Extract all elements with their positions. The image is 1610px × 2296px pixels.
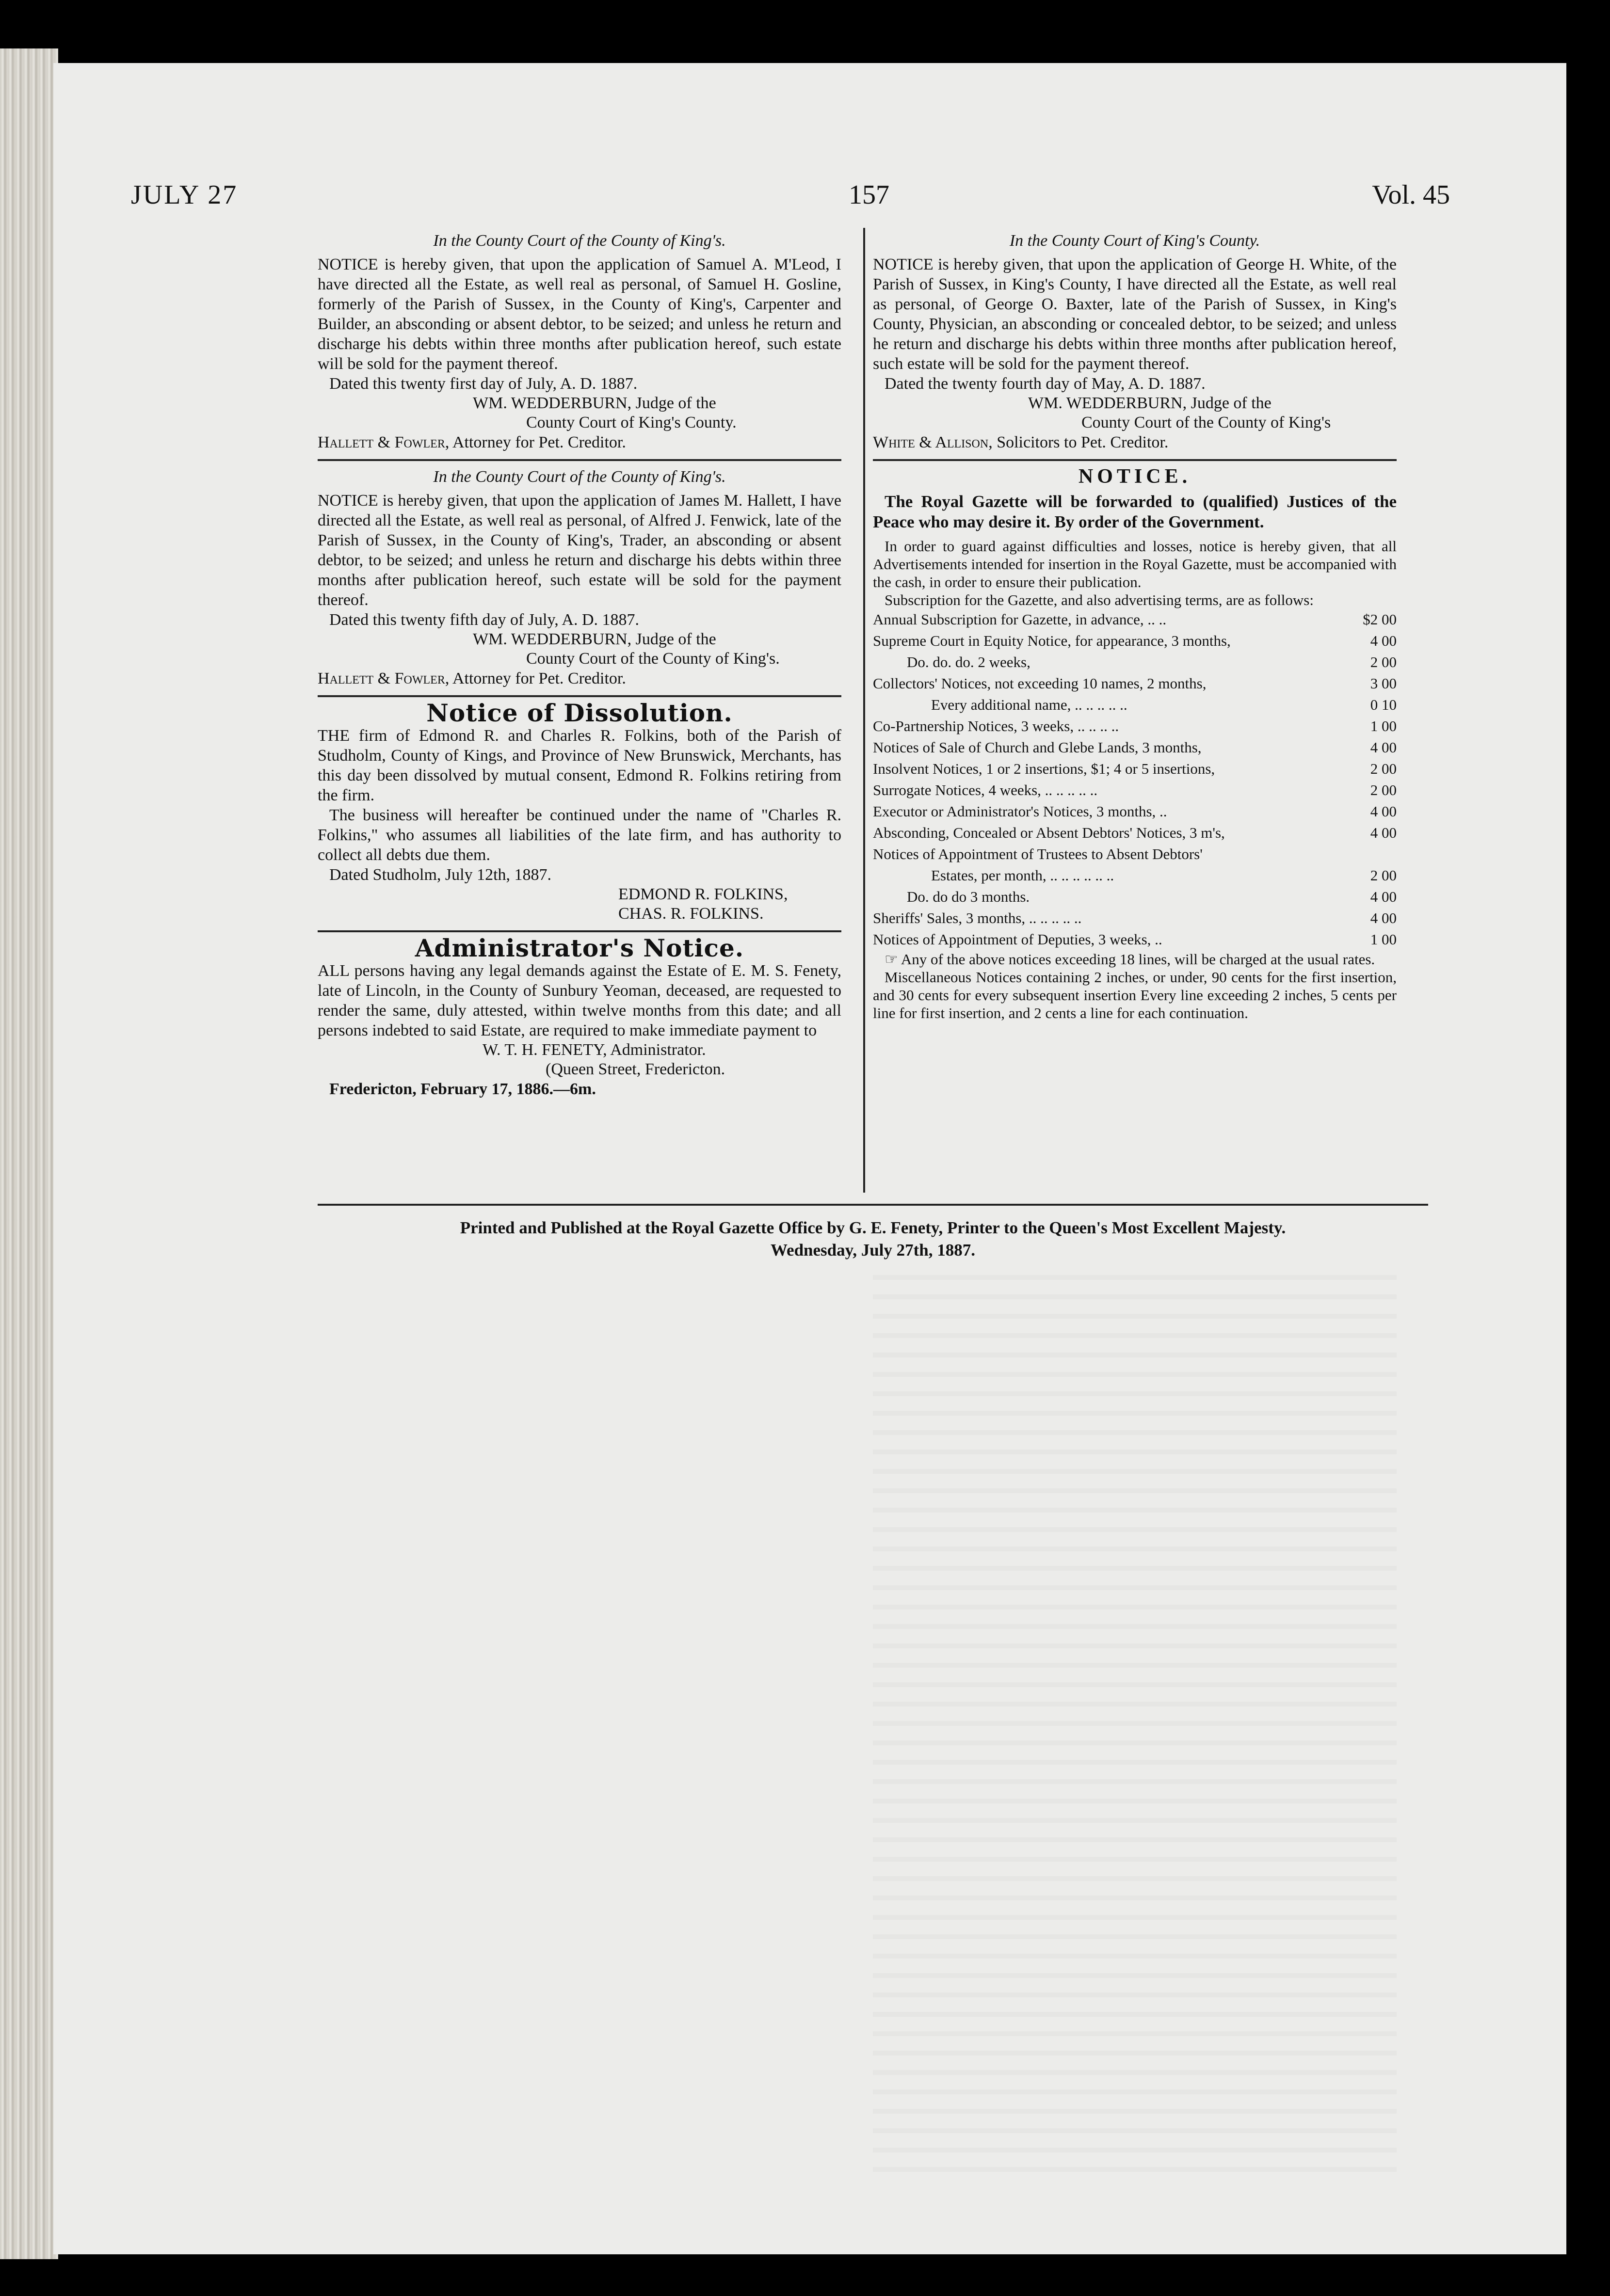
attorney-line xyxy=(318,432,841,452)
judge-line-1: WM. WEDDERBURN, Judge of the xyxy=(473,630,716,648)
notice-body: NOTICE is hereby given, that upon the application of Samuel A. M'Leod, I have directed all the Estate, as well real as personal, of Samuel H. Gosline, formerly of the Parish of Sussex, in the County of King's, Carpenter and Builder, an absconding or absent debtor, to be seized; and unless he return and discharge his debts within three months after publication hereof, such estate will be sold for the payment thereof. xyxy=(318,255,841,373)
rate-label: Supreme Court in Equity Notice, for appearance, 3 months, xyxy=(873,632,1231,649)
rate-label: Insolvent Notices, 1 or 2 insertions, $1; 4 or 5 insertions, xyxy=(873,760,1215,777)
attorney-role: , Attorney for Pet. Creditor. xyxy=(445,433,626,451)
rate-label: Do. do do 3 months. xyxy=(907,888,1030,905)
divider xyxy=(318,930,841,932)
administrator-heading: Administrator's Notice. xyxy=(415,934,744,962)
header-page-number: 157 xyxy=(849,180,889,210)
rate-price: 4 00 xyxy=(1370,739,1397,756)
judge-line-2: County Court of the County of King's. xyxy=(526,650,780,668)
court-heading: In the County Court of the County of King's. xyxy=(433,468,726,486)
imprint xyxy=(318,1217,1428,1261)
rate-row xyxy=(873,694,1397,716)
rate-row xyxy=(873,780,1397,801)
notice-heading: NOTICE. xyxy=(1078,465,1191,488)
notice-body-2: The business will hereafter be continued under the name of "Charles R. Folkins," who assumes all liabilities of the late firm, and has authority to collect all debts due them. xyxy=(318,806,841,864)
attorney-name: White & Allison xyxy=(873,433,989,451)
notice-fenwick xyxy=(318,467,841,688)
rate-label: Co-Partnership Notices, 3 weeks, .. .. .. .. xyxy=(873,718,1119,734)
notice-administrator xyxy=(318,934,841,1099)
rate-label: Annual Subscription for Gazette, in advance, .. .. xyxy=(873,611,1167,628)
left-column xyxy=(318,228,841,1099)
rate-price: 4 00 xyxy=(1370,909,1397,926)
rate-row xyxy=(873,630,1397,652)
rate-price: 0 10 xyxy=(1370,696,1397,713)
rate-row xyxy=(873,886,1397,908)
notice-gosline xyxy=(318,231,841,452)
rate-label: Surrogate Notices, 4 weeks, .. .. .. .. .. xyxy=(873,781,1098,798)
justices-notice: The Royal Gazette will be forwarded to (qualified) Justices of the Peace who may desire it. By order of the Government. xyxy=(873,492,1397,531)
rate-row xyxy=(873,908,1397,929)
rate-label: Do. do. do. 2 weeks, xyxy=(907,654,1030,670)
rate-price: 1 00 xyxy=(1370,718,1397,734)
rate-row xyxy=(873,673,1397,694)
notice-baxter xyxy=(873,231,1397,452)
bleed-through-text xyxy=(873,1260,1397,2182)
rate-price: $2 00 xyxy=(1363,611,1397,628)
signature-2: (Queen Street, Fredericton. xyxy=(546,1060,725,1078)
rate-label: Notices of Sale of Church and Glebe Lands, 3 months, xyxy=(873,739,1202,756)
rate-price: 2 00 xyxy=(1370,654,1397,670)
rate-label: Every additional name, .. .. .. .. .. xyxy=(931,696,1127,713)
attorney-line xyxy=(318,669,841,688)
attorney-role: , Attorney for Pet. Creditor. xyxy=(445,670,626,687)
rate-label: Notices of Appointment of Deputies, 3 weeks, .. xyxy=(873,931,1162,948)
notice-dated: Dated the twenty fourth day of May, A. D. 1887. xyxy=(885,375,1206,393)
judge-line-1: WM. WEDDERBURN, Judge of the xyxy=(473,394,716,412)
rate-label: Absconding, Concealed or Absent Debtors' Notices, 3 m's, xyxy=(873,824,1225,841)
rate-row xyxy=(873,801,1397,822)
header-date: JULY 27 xyxy=(131,180,238,210)
divider xyxy=(873,459,1397,461)
judge-line-1: WM. WEDDERBURN, Judge of the xyxy=(1028,394,1272,412)
rate-price: 2 00 xyxy=(1370,867,1397,884)
notice-gazette-terms xyxy=(873,467,1397,1022)
rate-row xyxy=(873,844,1397,865)
page-header xyxy=(131,179,1450,223)
footer-rule xyxy=(318,1204,1428,1206)
attorney-role: , Solicitors to Pet. Creditor. xyxy=(988,433,1169,451)
notice-body: NOTICE is hereby given, that upon the application of George H. White, of the Parish of Sussex, in King's County, I have directed all the Estate, as well real as personal, of George O. Baxter, late of the Parish of Sussex, in King's County, Physician, an absconding or concealed debtor, to be seized; and unless he return and discharge his debts within three months after publication hereof, such estate will be sold for the payment thereof. xyxy=(873,255,1397,373)
subscription-intro: Subscription for the Gazette, and also advertising terms, are as follows: xyxy=(885,591,1314,608)
notice-dissolution xyxy=(318,699,841,924)
notice-dated: Dated this twenty first day of July, A. D. 1887. xyxy=(329,375,638,393)
rate-row xyxy=(873,929,1397,950)
rate-row xyxy=(873,652,1397,673)
notice-dated: Dated Studholm, July 12th, 1887. xyxy=(329,866,552,884)
rate-price: 4 00 xyxy=(1370,803,1397,820)
rate-row xyxy=(873,737,1397,758)
advertising-notice: In order to guard against difficulties and losses, notice is hereby given, that all Advertisements intended for insertion in the Royal Gazette, must be accompanied with the cash, in order to ensure their publication. xyxy=(873,538,1397,590)
notice-dated: Dated this twenty fifth day of July, A. D. 1887. xyxy=(329,611,639,629)
column-rule xyxy=(863,228,865,1193)
judge-line-2: County Court of the County of King's xyxy=(1081,414,1331,431)
judge-line-2: County Court of King's County. xyxy=(526,414,737,431)
header-volume: Vol. 45 xyxy=(1372,180,1450,210)
rate-label: Sheriffs' Sales, 3 months, .. .. .. .. .. xyxy=(873,909,1082,926)
signature-1: EDMOND R. FOLKINS, xyxy=(618,885,788,903)
notice-body: ALL persons having any legal demands against the Estate of E. M. S. Fenety, late of Lincoln, in the County of Sunbury Yeoman, deceased, are requested to render the same, duly attested, within twelve months from this date; and all persons indebted to said Estate, are required to make immediate payment to xyxy=(318,962,841,1039)
binding-edge xyxy=(0,48,58,2259)
imprint-line-2: Wednesday, July 27th, 1887. xyxy=(770,1241,976,1260)
rate-price: 4 00 xyxy=(1370,888,1397,905)
notice-dated: Fredericton, February 17, 1886.—6m. xyxy=(329,1080,596,1098)
court-heading: In the County Court of the County of King's. xyxy=(433,232,726,250)
signature-2: CHAS. R. FOLKINS. xyxy=(618,905,764,923)
signature-1: W. T. H. FENETY, Administrator. xyxy=(483,1041,706,1059)
court-heading: In the County Court of King's County. xyxy=(1009,232,1260,250)
divider xyxy=(318,695,841,697)
rate-price: 2 00 xyxy=(1370,760,1397,777)
notice-body: THE firm of Edmond R. and Charles R. Folkins, both of the Parish of Studholm, County of Kings, and Province of New Brunswick, Merchants, has this day been dissolved by mutual consent, Edmond R. Folkins retiring from the firm. xyxy=(318,727,841,804)
rate-label: Notices of Appointment of Trustees to Absent Debtors' xyxy=(873,845,1203,862)
rate-price: 4 00 xyxy=(1370,824,1397,841)
rate-row xyxy=(873,716,1397,737)
rate-price: 3 00 xyxy=(1370,675,1397,692)
rate-label: Executor or Administrator's Notices, 3 months, .. xyxy=(873,803,1167,820)
rate-row xyxy=(873,609,1397,630)
miscellaneous-notices: Miscellaneous Notices containing 2 inches, or under, 90 cents for the first insertion, and 30 cents for every subsequent insertion Every line exceeding 2 inches, 5 cents per line for first insertion, and 2 cents a line for each continuation. xyxy=(873,969,1397,1021)
rate-row xyxy=(873,758,1397,780)
rate-row xyxy=(873,822,1397,844)
attorney-name: Hallett & Fowler xyxy=(318,670,445,687)
rate-price: 2 00 xyxy=(1370,781,1397,798)
dissolution-heading: Notice of Dissolution. xyxy=(426,699,733,727)
rate-row xyxy=(873,865,1397,886)
notice-body: NOTICE is hereby given, that upon the application of James M. Hallett, I have directed all the Estate, as well real as personal, of Alfred J. Fenwick, late of the Parish of Sussex, in the County of King's, Trader, an absconding or absent debtor, to be seized; and unless he return and discharge his debts within three months after publication hereof, such estate will be sold for the payment thereof. xyxy=(318,492,841,609)
attorney-name: Hallett & Fowler xyxy=(318,433,445,451)
rate-label: Estates, per month, .. .. .. .. .. .. xyxy=(931,867,1114,884)
excess-lines-note: ☞ Any of the above notices exceeding 18 lines, will be charged at the usual rates. xyxy=(885,951,1375,968)
rate-price xyxy=(1324,844,1397,865)
right-column xyxy=(873,228,1397,1022)
rates-table xyxy=(873,609,1397,950)
rate-price: 1 00 xyxy=(1370,931,1397,948)
divider xyxy=(318,459,841,461)
rate-label: Collectors' Notices, not exceeding 10 names, 2 months, xyxy=(873,675,1207,692)
imprint-line-1: Printed and Published at the Royal Gazette Office by G. E. Fenety, Printer to the Queen's Most Excellent Majesty. xyxy=(460,1218,1286,1237)
rate-price: 4 00 xyxy=(1370,632,1397,649)
attorney-line xyxy=(873,432,1397,452)
